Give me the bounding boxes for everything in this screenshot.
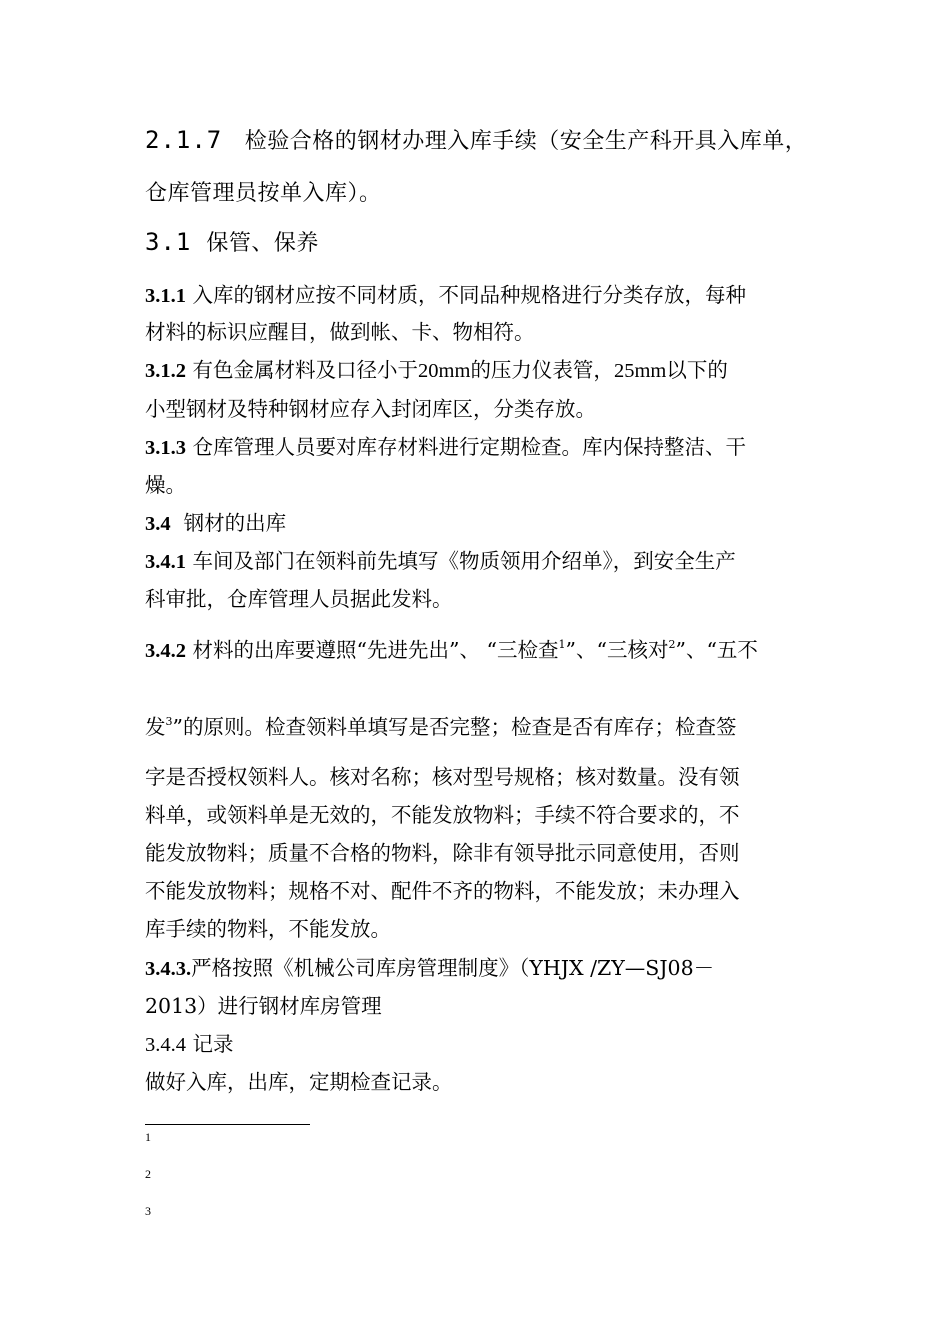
section-text: 记录 [192,1032,234,1056]
footnote-ref-1[interactable]: 1 [558,638,566,651]
section-text: 的压力仪表管， [470,358,614,382]
value-25mm: 25mm [613,360,667,382]
section-3-4-3 [145,955,714,982]
section-3-1-3 [145,434,746,461]
section-text: 以下的 [666,358,728,382]
section-3-1-3-cont: 燥。 [145,473,186,497]
section-3-4-4-cont: 做好入库，出库，定期检查记录。 [145,1070,453,1094]
section-text: 入库的钢材应按不同材质，不同品种规格进行分类存放，每种 [192,283,747,307]
section-text: 仓库管理人员要对库存材料进行定期检查。库内保持整洁、干 [192,435,747,459]
section-text: 严格按照《机械公司库房管理制度》（YHJX /ZY—SJ08－ [191,956,715,980]
paragraph-line: 料单，或领料单是无效的，不能发放物料；手续不符合要求的，不 [145,803,740,827]
section-3-4-2-cont [145,714,736,740]
footnote-ref-3[interactable]: 3 [165,715,173,728]
section-text: 车间及部门在领料前先填写《物质领用介绍单》，到安全生产 [192,549,736,573]
section-number: 3.4 [145,513,171,535]
section-3-4-4 [145,1031,234,1058]
section-text: 保管、保养 [206,231,319,256]
section-3-4-heading [145,510,286,537]
section-number: 3.4.3. [145,958,192,980]
section-text: 材料的出库要遵照“先进先出”、 “三检查 [192,638,559,662]
paragraph-line: 字是否授权领料人。核对名称；核对型号规格；核对数量。没有领 [145,765,740,789]
footnote-1: 1 [145,1130,151,1144]
section-text: 发 [145,715,166,739]
section-number: 3.1.3 [145,437,186,459]
section-3-4-1 [145,548,736,575]
footnote-3: 3 [145,1204,151,1218]
section-number: 3.4.4 [145,1034,186,1056]
section-3-1-2-cont: 小型钢材及特种钢材应存入封闭库区，分类存放。 [145,397,596,421]
paragraph-line: 能发放物料；质量不合格的物料，除非有领导批示同意使用，否则 [145,841,740,865]
section-number: 3.1.2 [145,360,186,382]
section-text: ”的原则。检查领料单填写是否完整；检查是否有库存；检查签 [172,715,737,739]
section-number: 3.4.1 [145,551,186,573]
section-2-1-7 [145,127,807,155]
paragraph-line: 不能发放物料；规格不对、配件不齐的物料，不能发放；未办理入 [145,879,740,903]
section-number: 3.1.1 [145,285,186,307]
paragraph-line: 库手续的物料，不能发放。 [145,917,391,941]
section-text: 检验合格的钢材办理入库手续（安全生产科开具入库单， [244,129,808,154]
section-text: 有色金属材料及口径小于 [192,358,419,382]
section-3-4-1-cont: 科审批，仓库管理人员据此发料。 [145,587,453,611]
section-text: ”、“五不 [675,638,758,662]
footnote-ref-2[interactable]: 2 [668,638,676,651]
section-text: 钢材的出库 [183,511,287,535]
footnote-separator [145,1124,310,1125]
value-20mm: 20mm [418,360,471,382]
section-3-1-1 [145,282,746,309]
section-2-1-7-cont: 仓库管理员按单入库）。 [145,181,382,206]
section-3-4-3-cont: 2013）进行钢材库房管理 [145,994,382,1018]
section-3-1-2 [145,357,728,384]
section-3-1-heading [145,229,319,257]
section-number: 2.1.7 [145,126,223,154]
section-number: 3.4.2 [145,640,186,662]
section-text: ”、“三核对 [565,638,669,662]
section-3-4-2 [145,637,758,664]
section-number: 3.1 [145,228,192,256]
footnote-2: 2 [145,1167,151,1181]
section-3-1-1-cont: 材料的标识应醒目，做到帐、卡、物相符。 [145,320,535,344]
